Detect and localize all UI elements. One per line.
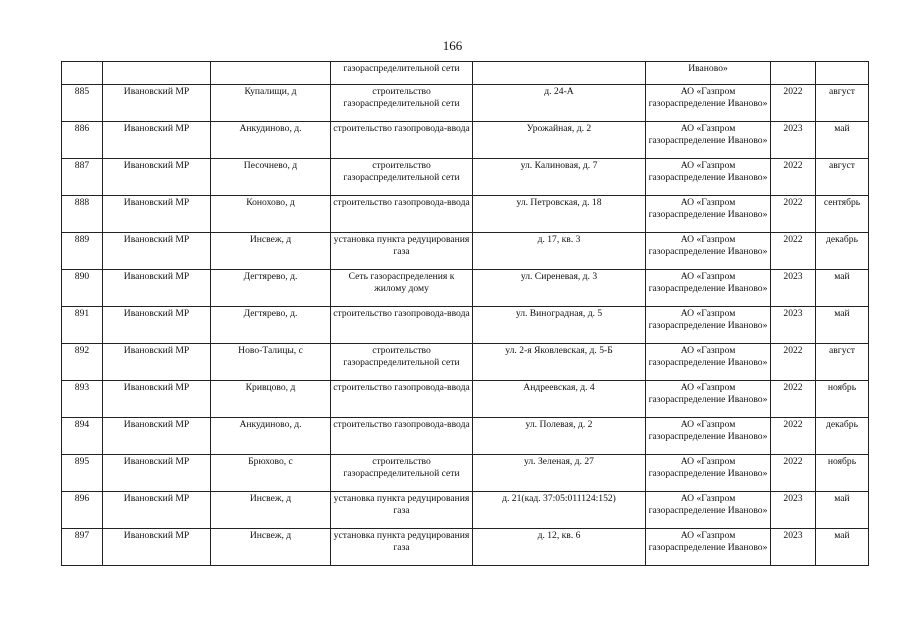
cell-type: строительство газопровода-ввода — [331, 418, 473, 455]
cell-month: май — [816, 270, 869, 307]
table-row — [62, 270, 869, 307]
cell-year — [771, 62, 816, 85]
cell-district: Ивановский МР — [103, 418, 211, 455]
table-row — [62, 344, 869, 381]
cell-settlement: Анкудиново, д. — [211, 418, 331, 455]
cell-year: 2023 — [771, 492, 816, 529]
cell-year: 2022 — [771, 381, 816, 418]
cell-year: 2022 — [771, 455, 816, 492]
cell-num — [62, 62, 103, 85]
cell-num: 893 — [62, 381, 103, 418]
cell-address: д. 17, кв. 3 — [473, 233, 646, 270]
cell-type: строительство газопровода-ввода — [331, 196, 473, 233]
cell-month: август — [816, 85, 869, 122]
table-row — [62, 492, 869, 529]
cell-num: 894 — [62, 418, 103, 455]
table-row — [62, 122, 869, 159]
gas-works-table — [61, 61, 869, 566]
cell-org: АО «Газпром газораспределение Иваново» — [646, 307, 771, 344]
cell-type: установка пункта редуцирования газа — [331, 529, 473, 566]
table-row — [62, 455, 869, 492]
cell-num: 888 — [62, 196, 103, 233]
cell-address: ул. Зеленая, д. 27 — [473, 455, 646, 492]
cell-month: ноябрь — [816, 455, 869, 492]
cell-settlement: Песочнево, д — [211, 159, 331, 196]
cell-year: 2023 — [771, 122, 816, 159]
cell-district: Ивановский МР — [103, 122, 211, 159]
cell-address: д. 12, кв. 6 — [473, 529, 646, 566]
cell-type: строительство газораспределительной сети — [331, 344, 473, 381]
cell-month: май — [816, 122, 869, 159]
cell-org: АО «Газпром газораспределение Иваново» — [646, 233, 771, 270]
cell-settlement — [211, 62, 331, 85]
cell-district: Ивановский МР — [103, 307, 211, 344]
cell-settlement: Купалищи, д — [211, 85, 331, 122]
cell-month: май — [816, 529, 869, 566]
table-row — [62, 233, 869, 270]
cell-settlement: Брюхово, с — [211, 455, 331, 492]
cell-type: строительство газораспределительной сети — [331, 159, 473, 196]
cell-year: 2022 — [771, 418, 816, 455]
cell-settlement: Кривцово, д — [211, 381, 331, 418]
cell-month — [816, 62, 869, 85]
table-row — [62, 418, 869, 455]
cell-address: д. 24-А — [473, 85, 646, 122]
table-row — [62, 529, 869, 566]
cell-type: строительство газопровода-ввода — [331, 307, 473, 344]
cell-settlement: Инсвеж, д — [211, 529, 331, 566]
cell-address: ул. Петровская, д. 18 — [473, 196, 646, 233]
cell-org: АО «Газпром газораспределение Иваново» — [646, 196, 771, 233]
cell-month: август — [816, 344, 869, 381]
table-row — [62, 381, 869, 418]
cell-address: ул. 2-я Яковлевская, д. 5-Б — [473, 344, 646, 381]
cell-num: 891 — [62, 307, 103, 344]
cell-type: строительство газопровода-ввода — [331, 381, 473, 418]
cell-type: Сеть газораспределения к жилому дому — [331, 270, 473, 307]
cell-org: Иваново» — [646, 62, 771, 85]
table-row — [62, 85, 869, 122]
cell-type: строительство газораспределительной сети — [331, 455, 473, 492]
cell-org: АО «Газпром газораспределение Иваново» — [646, 344, 771, 381]
cell-month: декабрь — [816, 233, 869, 270]
cell-num: 886 — [62, 122, 103, 159]
cell-district: Ивановский МР — [103, 529, 211, 566]
cell-year: 2022 — [771, 85, 816, 122]
cell-num: 890 — [62, 270, 103, 307]
cell-address: ул. Калиновая, д. 7 — [473, 159, 646, 196]
cell-year: 2022 — [771, 159, 816, 196]
cell-num: 896 — [62, 492, 103, 529]
cell-district: Ивановский МР — [103, 196, 211, 233]
cell-year: 2023 — [771, 270, 816, 307]
cell-org: АО «Газпром газораспределение Иваново» — [646, 159, 771, 196]
cell-address: д. 21(кад. 37:05:011124:152) — [473, 492, 646, 529]
cell-month: сентябрь — [816, 196, 869, 233]
cell-year: 2022 — [771, 344, 816, 381]
cell-org: АО «Газпром газораспределение Иваново» — [646, 492, 771, 529]
cell-year: 2023 — [771, 307, 816, 344]
cell-settlement: Ново-Талицы, с — [211, 344, 331, 381]
cell-district: Ивановский МР — [103, 381, 211, 418]
cell-type: установка пункта редуцирования газа — [331, 492, 473, 529]
cell-num: 889 — [62, 233, 103, 270]
cell-year: 2022 — [771, 196, 816, 233]
cell-org: АО «Газпром газораспределение Иваново» — [646, 85, 771, 122]
cell-num: 895 — [62, 455, 103, 492]
cell-type: установка пункта редуцирования газа — [331, 233, 473, 270]
cell-district: Ивановский МР — [103, 492, 211, 529]
cell-month: декабрь — [816, 418, 869, 455]
cell-district: Ивановский МР — [103, 455, 211, 492]
cell-month: май — [816, 492, 869, 529]
table-row — [62, 196, 869, 233]
continuation-row — [62, 62, 869, 85]
cell-settlement: Инсвеж, д — [211, 492, 331, 529]
cell-org: АО «Газпром газораспределение Иваново» — [646, 455, 771, 492]
cell-district: Ивановский МР — [103, 85, 211, 122]
cell-settlement: Дегтярево, д. — [211, 270, 331, 307]
cell-org: АО «Газпром газораспределение Иваново» — [646, 381, 771, 418]
cell-address — [473, 62, 646, 85]
table-row — [62, 159, 869, 196]
cell-org: АО «Газпром газораспределение Иваново» — [646, 418, 771, 455]
cell-address: ул. Виноградная, д. 5 — [473, 307, 646, 344]
cell-type: строительство газопровода-ввода — [331, 122, 473, 159]
cell-settlement: Конохово, д — [211, 196, 331, 233]
page-number: 166 — [442, 38, 463, 53]
cell-num: 892 — [62, 344, 103, 381]
cell-district: Ивановский МР — [103, 233, 211, 270]
cell-district: Ивановский МР — [103, 159, 211, 196]
cell-settlement: Анкудиново, д. — [211, 122, 331, 159]
cell-num: 897 — [62, 529, 103, 566]
cell-district: Ивановский МР — [103, 270, 211, 307]
cell-month: ноябрь — [816, 381, 869, 418]
cell-month: май — [816, 307, 869, 344]
cell-org: АО «Газпром газораспределение Иваново» — [646, 122, 771, 159]
cell-month: август — [816, 159, 869, 196]
cell-year: 2022 — [771, 233, 816, 270]
cell-address: Андреевская, д. 4 — [473, 381, 646, 418]
cell-type: газораспределительной сети — [331, 62, 473, 85]
cell-type: строительство газораспределительной сети — [331, 85, 473, 122]
cell-year: 2023 — [771, 529, 816, 566]
cell-address: ул. Сиреневая, д. 3 — [473, 270, 646, 307]
cell-address: Урожайная, д. 2 — [473, 122, 646, 159]
cell-org: АО «Газпром газораспределение Иваново» — [646, 270, 771, 307]
cell-address: ул. Полевая, д. 2 — [473, 418, 646, 455]
cell-org: АО «Газпром газораспределение Иваново» — [646, 529, 771, 566]
table-row — [62, 307, 869, 344]
cell-district: Ивановский МР — [103, 344, 211, 381]
cell-num: 887 — [62, 159, 103, 196]
cell-district — [103, 62, 211, 85]
cell-settlement: Дегтярево, д. — [211, 307, 331, 344]
cell-num: 885 — [62, 85, 103, 122]
cell-settlement: Инсвеж, д — [211, 233, 331, 270]
